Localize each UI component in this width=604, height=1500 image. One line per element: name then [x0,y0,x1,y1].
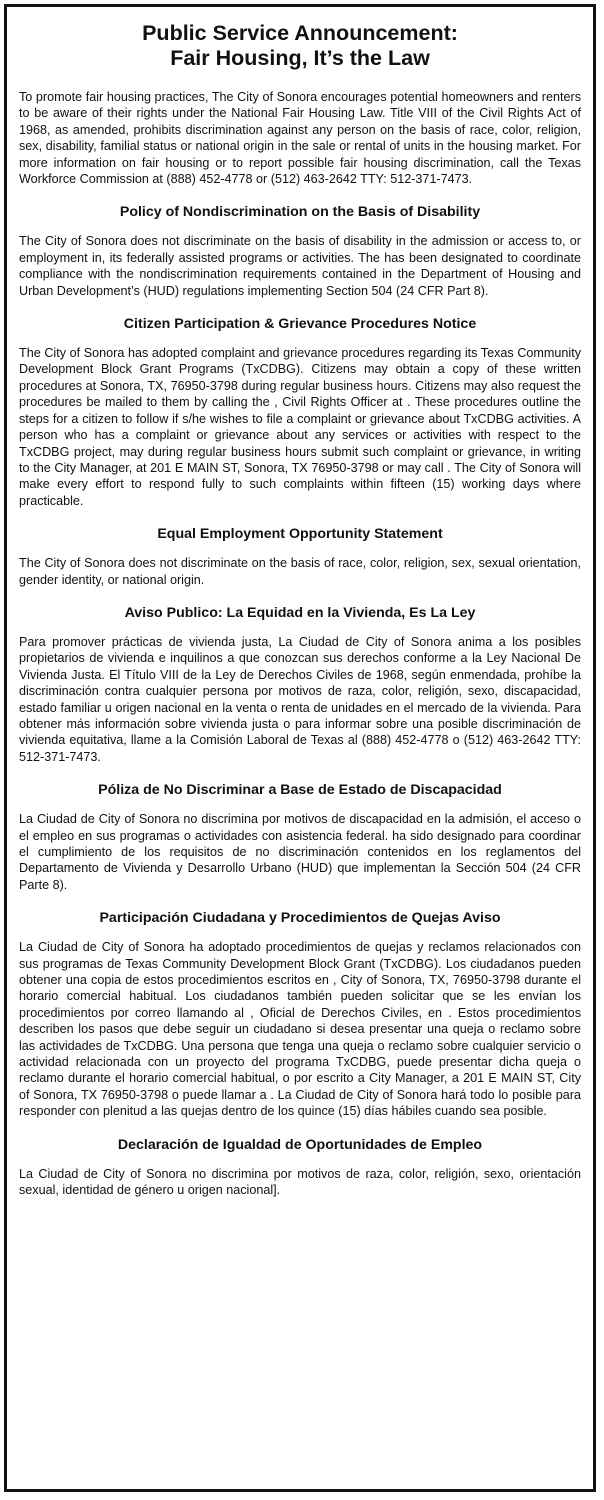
heading-grievance-notice: Citizen Participation & Grievance Procedures Notice [123,316,477,333]
heading-participacion-ciudadana: Participación Ciudadana y Procedimientos de Quejas Aviso [99,910,501,927]
paragraph-aviso-publico: Para promover prácticas de vivienda justa, La Ciudad de City of Sonora anima a los posibles propietarios de vivienda e inquilinos a que conozcan sus derechos conforme a la Ley Nacional De Vivienda Justa. El Título VIII de la Ley de Derechos Civiles de 1968, según enmendada, prohíbe la discriminación contra cualquier persona por motivos de raza, color, religión, sexo, discapacidad, estado familiar u origen nacional en la venta o renta de unidades en el mercado de la vivienda. Para obtener más información sobre vivienda justa o para informar sobre una posible discriminación de vivienda equitativa, llame a la Comisión Laboral de Texas al (888) 452-4778 o (512) 463-2642 TTY: 512-371-7473. [19,634,581,764]
announcement-content [7,7,593,1205]
paragraph-poliza-discapacidad: La Ciudad de City of Sonora no discrimina por motivos de discapacidad en la admisión, el acceso o el empleo en sus programas o actividades con asistencia federal. ha sido designado para coordinar el cumplimiento de los requisitos de no discriminación contenidos en los reglamentos del Departamento de Vivienda y Desarrollo Urbano (HUD) que implementan la Sección 504 (24 CFR Parte 8). [19,812,581,892]
paragraph-participacion-ciudadana: La Ciudad de City of Sonora ha adoptado procedimientos de quejas y reclamos relacionados con sus programas de Texas Community Development Block Grant (TxCDBG). Los ciudadanos pueden obtener una copia de estos procedimientos escritos en , City of Sonora, TX, 76950-3798 durante el horario comercial habitual. Los ciudadanos también pueden solicitar que se les envían los procedimientos por correo llamando al , Oficial de Derechos Civiles, en . Estos procedimientos describen los pasos que debe seguir un ciudadano si desea presentar una queja o reclamo sobre las actividades de TxCDBG. Una persona que tenga una queja o reclamo sobre cualquier servicio o actividad relacionada con un proyecto del programa TxCDBG, puede presentar dicha queja o reclamo durante el horario comercial habitual, o por escrito a City Manager, a 201 E MAIN ST, City of Sonora, TX 76950-3798 o puede llamar a . La Ciudad de City of Sonora hará todo lo posible para responder con plenitud a las quejas dentro de los quince (15) días hábiles cuando sea posible. [19,940,581,1119]
intro-paragraph: To promote fair housing practices, The City of Sonora encourages potential homeowners and renters to be aware of their rights under the National Fair Housing Law. Title VIII of the Civil Rights Act of 1968, as amended, prohibits discrimination against any person on the basis of race, color, religion, sex, disability, familial status or national origin in the sale or rental of units in the housing market. For more information on fair housing or to report possible fair housing discrimination, call the Texas Workforce Commission at (888) 452-4778 or (512) 463-2642 TTY: 512-371-7473. [19,90,581,187]
title-line-2: Fair Housing, It’s the Law [170,46,430,70]
paragraph-declaracion-empleo: La Ciudad de City of Sonora no discrimina por motivos de raza, color, religión, sexo, orientación sexual, identidad de género u origen nacional]. [19,1166,581,1198]
heading-disability-policy: Policy of Nondiscrimination on the Basis of Disability [119,204,481,221]
announcement-frame [4,4,596,1492]
heading-poliza-discapacidad: Póliza de No Discriminar a Base de Estado de Discapacidad [98,782,502,799]
heading-declaracion-empleo: Declaración de Igualdad de Oportunidades de Empleo [117,1136,483,1153]
paragraph-disability-policy: The City of Sonora does not discriminate on the basis of disability in the admission or access to, or employment in, its federally assisted programs or activities. The has been designated to coordinate compliance with the nondiscrimination requirements contained in the Department of Housing and Urban Development’s (HUD) regulations implementing Section 504 (24 CFR Part 8). [19,234,581,298]
page-title [19,21,581,71]
heading-eeo-statement: Equal Employment Opportunity Statement [157,526,443,543]
paragraph-grievance-notice: The City of Sonora has adopted complaint and grievance procedures regarding its Texas Community Development Block Grant Programs (TxCDBG). Citizens may obtain a copy of these written procedures at Sonora, TX, 76950-3798 during regular business hours. Citizens may also request the procedures be mailed to them by calling the , Civil Rights Officer at . These procedures outline the steps for a citizen to follow if s/he wishes to file a complaint or grievance about TxCDBG activities. A person who has a complaint or grievance about any services or activities with respect to the TxCDBG project, may during regular business hours submit such complaint or grievance, in writing to the City Manager, at 201 E MAIN ST, Sonora, TX 76950-3798 or may call . The City of Sonora will make every effort to respond fully to such complaints within fifteen (15) working days where practicable. [19,346,581,508]
title-line-1: Public Service Announcement: [142,21,458,45]
paragraph-eeo-statement: The City of Sonora does not discriminate on the basis of race, color, religion, sex, sexual orientation, gender identity, or national origin. [19,556,581,587]
heading-aviso-publico: Aviso Publico: La Equidad en la Vivienda, Es La Ley [124,604,476,621]
